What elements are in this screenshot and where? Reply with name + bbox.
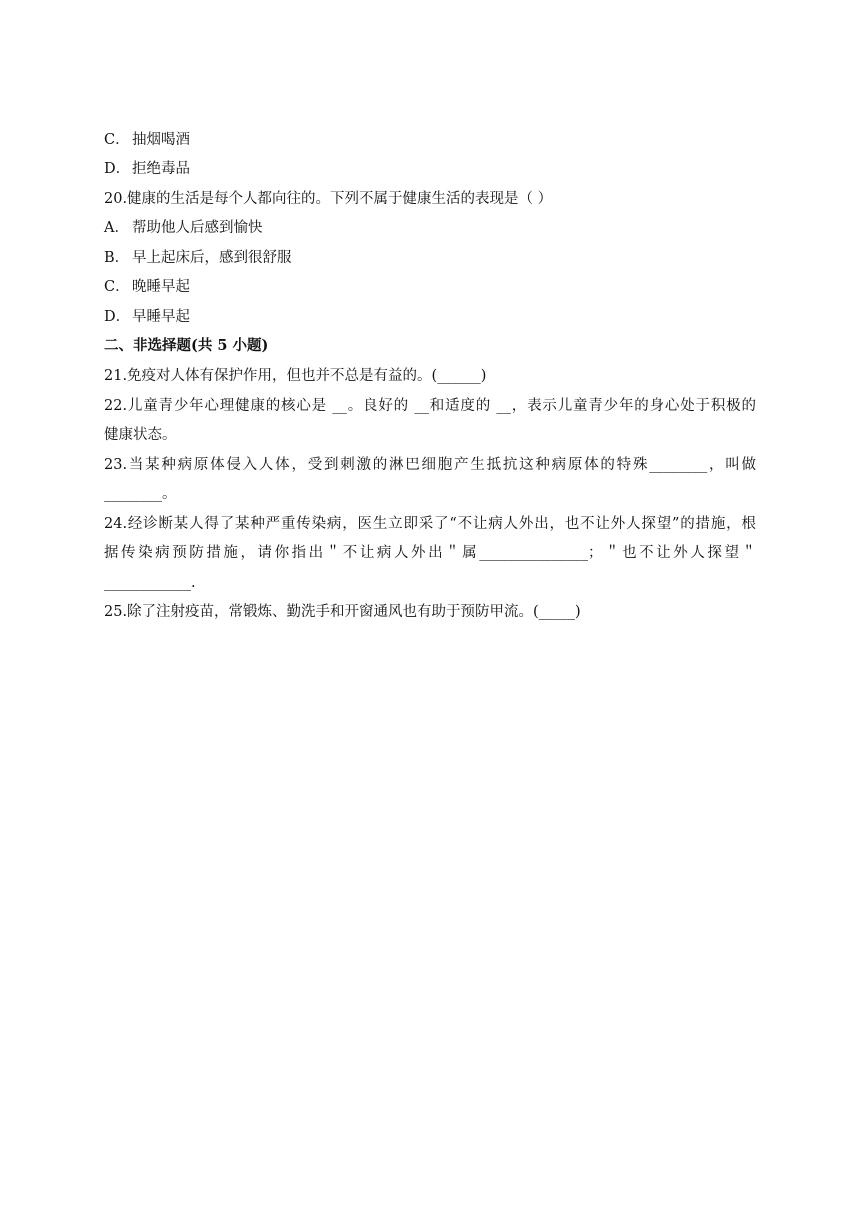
q24-line-2: 据传染病预防措施，请你指出＂不让病人外出＂属_______________；＂也不让外人探望＂: [104, 545, 756, 561]
q23-line-1: 23.当某种病原体侵入人体，受到刺激的淋巴细胞产生抵抗这种病原体的特殊________，叫做: [104, 457, 756, 473]
option-text: 拒绝毒品: [132, 161, 190, 177]
q20-option-a: [104, 218, 756, 238]
option-text: 早上起床后，感到很舒服: [132, 250, 292, 266]
option-text: 帮助他人后感到愉快: [132, 220, 263, 236]
q20-option-c: [104, 277, 756, 297]
option-letter: D．: [104, 309, 131, 325]
option-letter: C．: [104, 279, 130, 295]
q20-option-d: [104, 307, 756, 327]
option-letter: A．: [104, 220, 129, 236]
option-text: 晚睡早起: [132, 279, 190, 295]
q22-line-2: 健康状态。: [104, 427, 177, 443]
q24-line-3: ____________.: [104, 575, 196, 591]
q20-option-b: [104, 248, 756, 268]
option-letter: B．: [104, 250, 130, 266]
section-title: 二、非选择题(共 5 小题): [104, 337, 269, 354]
option-letter: D．: [104, 161, 131, 177]
q25-text: 25.除了注射疫苗，常锻炼、勤洗手和开窗通风也有助于预防甲流。(_____): [104, 604, 581, 620]
q21-text: 21.免疫对人体有保护作用，但也并不总是有益的。(______): [104, 368, 487, 384]
q19-option-c: [104, 130, 756, 150]
q20-stem: 20.健康的生活是每个人都向往的。下列不属于健康生活的表现是（ ）: [104, 191, 553, 207]
q23-line-2: ________。: [104, 486, 177, 502]
q19-option-d: [104, 159, 756, 179]
option-text: 抽烟喝酒: [132, 132, 190, 148]
option-letter: C．: [104, 132, 130, 148]
option-text: 早睡早起: [132, 309, 190, 325]
q24-line-1: 24.经诊断某人得了某种严重传染病，医生立即采了“不让病人外出，也不让外人探望”的措施，根: [104, 516, 756, 532]
q22-line-1: 22.儿童青少年心理健康的核心是 __。良好的 __和适度的 __，表示儿童青少年的身心处于积极的: [104, 398, 756, 414]
